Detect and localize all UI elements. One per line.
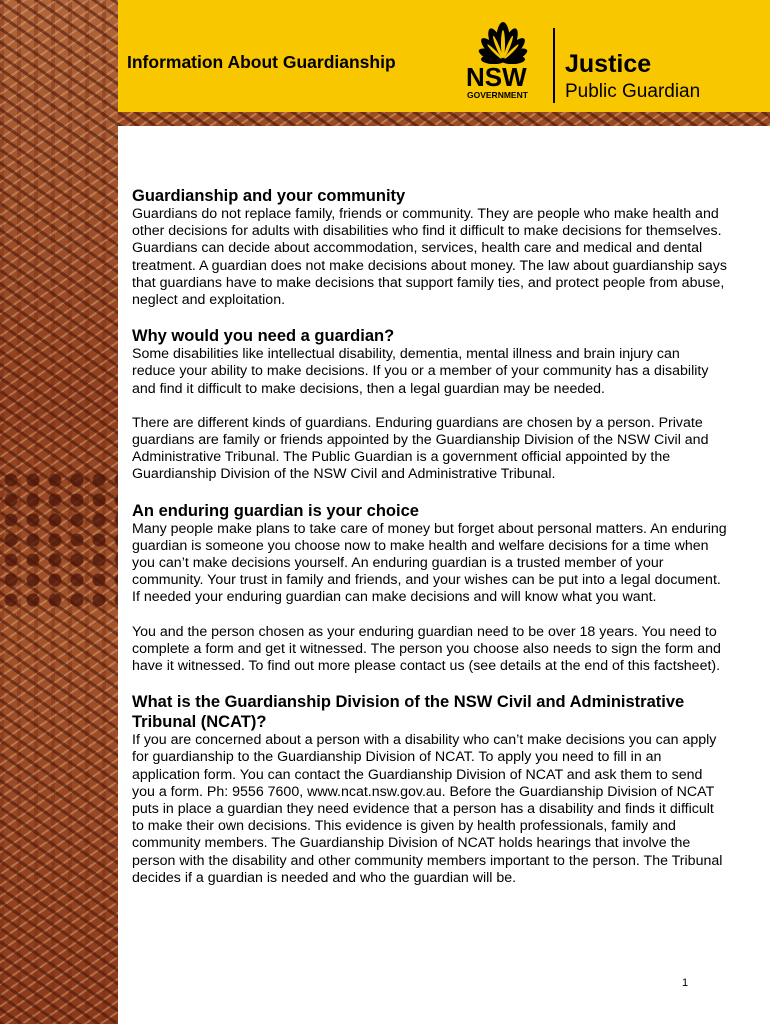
section-paragraph: There are different kinds of guardians. Enduring guardians are chosen by a person. Private guardians are family or friends appointed by the Guardianship Division of the NSW Civil and Administrative Tribunal. The Public Guardian is a government official appointed by the Guardianship Division of the NSW Civil and Administrative Tribunal. xyxy=(132,414,709,483)
section-paragraph: If you are concerned about a person with a disability who can’t make decisions you can apply for guardianship to the Guardianship Division of NCAT. To apply you need to fill in an application form. You can contact the Guardianship Division of NCAT and ask them to send you a form. Ph: 9556 7600, www.ncat.nsw.gov.au. Before the Guardianship Division of NCAT puts in place a guardian they need evidence that a person has a disability and finds it difficult to make their own decisions. This evidence is given by health professionals, family and community members. The Guardianship Division of NCAT holds hearings that involve the person with the disability and other community members important to the person. The Tribunal decides if a guardian is needed and who the guardian will be. xyxy=(132,732,723,886)
section-paragraph: Some disabilities like intellectual disability, dementia, mental illness and brain injury can reduce your ability to make decisions. If you or a member of your community has a disability and find it difficult to make decisions, then a legal guardian may be needed. xyxy=(132,346,709,397)
government-wordmark: GOVERNMENT xyxy=(467,90,528,100)
section-heading: Guardianship and your community xyxy=(132,187,406,205)
section-paragraph: Guardians do not replace family, friends or community. They are people who make health and other decisions for adults with disabilities who find it difficult to make decisions for themselves. Guardians can decide about accommodation, services, health care and medical and dental treatment. A guardian does not make decisions about money. The law about guardianship says that guardians have to make decisions that support family ties, and protect people from abuse, neglect and exploitation. xyxy=(132,206,727,309)
agency-name: Public Guardian xyxy=(565,81,701,102)
section-why-need-guardian xyxy=(132,326,727,483)
section-guardianship-community xyxy=(132,186,727,309)
section-ncat xyxy=(132,692,727,887)
logo-divider xyxy=(553,28,555,103)
section-heading: What is the Guardianship Division of the NSW Civil and Administrative Tribunal (NCAT)? xyxy=(132,693,685,732)
section-paragraph: You and the person chosen as your enduring guardian need to be over 18 years. You need to complete a form and get it witnessed. The person you choose also needs to sign the form and have it witnessed. To find out more please contact us (see details at the end of this factsheet). xyxy=(132,623,721,675)
decorative-art-strip xyxy=(0,0,118,1024)
header-art-band xyxy=(118,112,770,126)
section-paragraph: Many people make plans to take care of money but forget about personal matters. An enduring guardian is someone you choose now to make health and welfare decisions for a time when you can’t make decisions yourself. An enduring guardian is a trusted member of your community. Your trust in family and friends, and your wishes can be put into a legal document. If needed your enduring guardian can make decisions and will know what you want. xyxy=(132,520,727,606)
justice-wordmark: Justice xyxy=(565,50,652,78)
section-enduring-guardian xyxy=(132,501,727,676)
section-heading: An enduring guardian is your choice xyxy=(132,501,419,520)
nsw-wordmark: NSW xyxy=(466,62,527,92)
factsheet-body xyxy=(132,186,727,904)
decorative-dot-pattern xyxy=(0,470,118,610)
section-heading: Why would you need a guardian? xyxy=(132,327,395,346)
page-number: 1 xyxy=(682,977,689,989)
waratah-icon xyxy=(467,20,539,64)
document-title: Information About Guardianship xyxy=(127,52,396,72)
nsw-justice-logo xyxy=(462,20,762,106)
